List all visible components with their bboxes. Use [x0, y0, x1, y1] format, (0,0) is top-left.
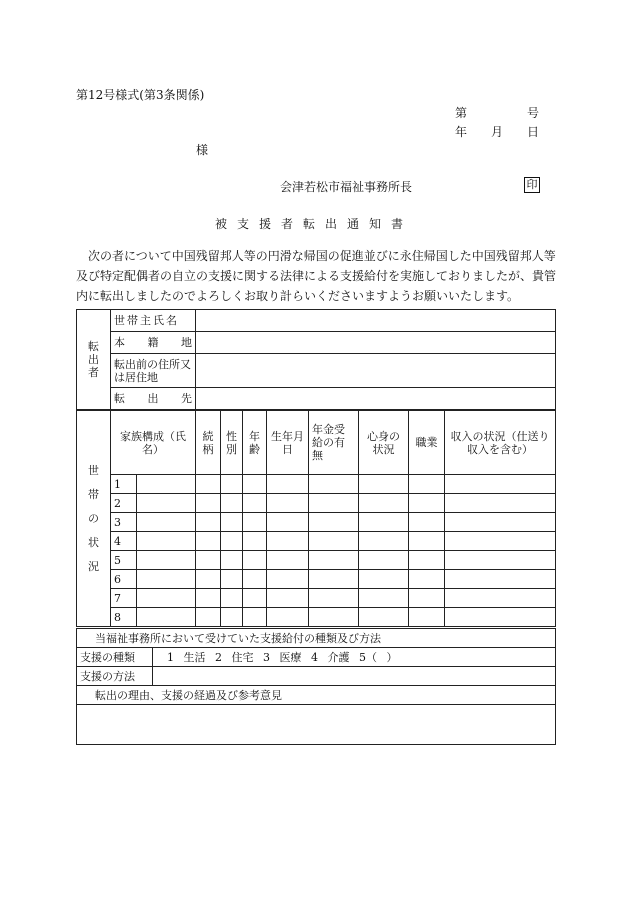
honseki-label: 本 籍 地 — [111, 332, 196, 354]
person-table — [76, 309, 556, 410]
body-paragraph: 次の者について中国残留邦人等の円滑な帰国の促進並びに永住帰国した中国残留邦人等及び特定配偶者の自立の支援に関する法律による支援給付を実施しておりましたが、貴管内に転出しましたのでよろしくお取り計らいくださいますようお願いいたします。 — [76, 249, 557, 303]
destination-label: 転 出 先 — [111, 388, 196, 410]
head-name-label: 世帯主氏名 — [111, 310, 196, 332]
col-age: 年齢 — [243, 411, 267, 475]
row-number: 6 — [111, 570, 137, 589]
member-row — [77, 570, 556, 589]
household-table — [76, 410, 556, 627]
honseki-field[interactable] — [196, 332, 556, 354]
doc-number-suffix: 号 — [527, 106, 540, 120]
support-method-field[interactable] — [153, 667, 556, 686]
person-section-label: 転出者 — [77, 310, 111, 410]
support-type-options[interactable]: 1 生活 2 住宅 3 医療 4 介護 5（ ） — [153, 648, 556, 667]
member-row — [77, 551, 556, 570]
addressee-suffix: 様 — [196, 143, 209, 157]
date-year: 年 — [455, 125, 468, 139]
reason-label: 転出の理由、支援の経過及び参考意見 — [77, 686, 556, 705]
col-pension: 年金受給の有無 — [309, 411, 359, 475]
member-row — [77, 513, 556, 532]
col-income: 収入の状況（仕送り収入を含む） — [445, 411, 556, 475]
row-number: 4 — [111, 532, 137, 551]
support-method-label: 支援の方法 — [77, 667, 153, 686]
issuer-name: 会津若松市福祉事務所長 — [280, 180, 413, 194]
row-number: 3 — [111, 513, 137, 532]
col-sex: 性別 — [221, 411, 243, 475]
row-number: 1 — [111, 475, 137, 494]
destination-field[interactable] — [196, 388, 556, 410]
seal-mark: 印 — [524, 177, 540, 193]
form-label: 第12号様式(第3条関係) — [76, 88, 205, 102]
member-row — [77, 494, 556, 513]
support-heading: 当福祉事務所において受けていた支援給付の種類及び方法 — [77, 629, 556, 648]
member-row — [77, 532, 556, 551]
doc-number-prefix: 第 — [455, 106, 468, 120]
head-name-field[interactable] — [196, 310, 556, 332]
member-row — [77, 608, 556, 627]
member-row — [77, 589, 556, 608]
col-birthdate: 生年月日 — [267, 411, 309, 475]
col-occupation: 職業 — [409, 411, 445, 475]
date-month: 月 — [491, 125, 504, 139]
document-title: 被支援者転出通知書 — [215, 217, 414, 231]
col-health: 心身の状況 — [359, 411, 409, 475]
household-section-label: 世帯の状況 — [77, 411, 111, 627]
prev-address-label: 転出前の住所又は居住地 — [111, 354, 196, 388]
reason-field[interactable] — [77, 705, 556, 745]
row-number: 2 — [111, 494, 137, 513]
prev-address-field[interactable] — [196, 354, 556, 388]
row-number: 8 — [111, 608, 137, 627]
col-members: 家族構成（氏 名） — [111, 411, 196, 475]
date-day: 日 — [527, 125, 540, 139]
member-row — [77, 475, 556, 494]
support-type-label: 支援の種類 — [77, 648, 153, 667]
col-relation: 続柄 — [196, 411, 221, 475]
support-table — [76, 628, 556, 745]
row-number: 5 — [111, 551, 137, 570]
row-number: 7 — [111, 589, 137, 608]
